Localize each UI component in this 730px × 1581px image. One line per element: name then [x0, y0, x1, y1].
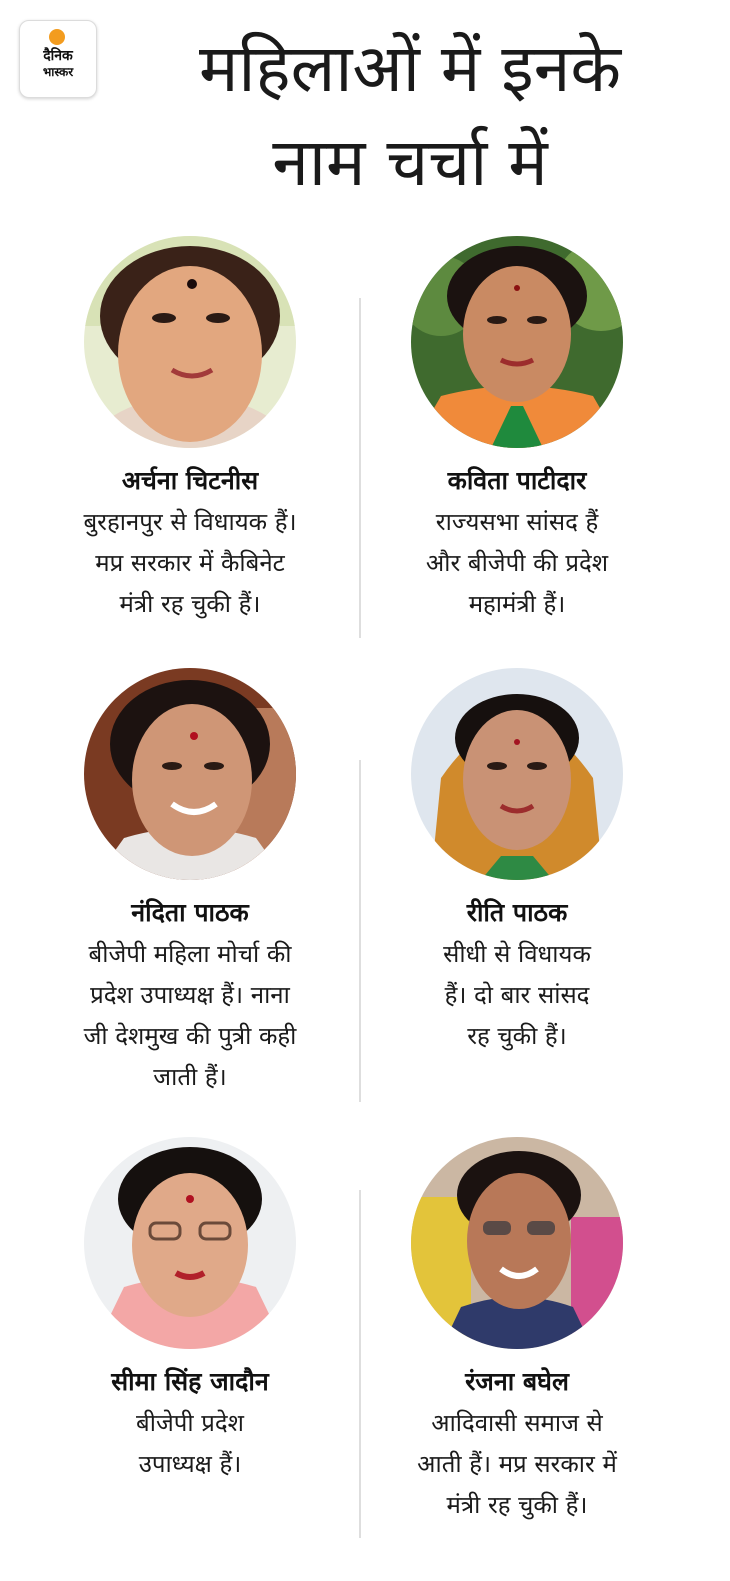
profile-card [30, 668, 350, 1098]
profile-card [357, 236, 677, 625]
profile-card [357, 668, 677, 1057]
page-title [110, 22, 710, 210]
person-description: बीजेपी प्रदेश उपाध्यक्ष हैं। [136, 1409, 244, 1478]
portrait-photo [411, 1137, 623, 1349]
person-name: रंजना बघेल [465, 1367, 569, 1396]
portrait-photo [411, 236, 623, 448]
profile-card [30, 1137, 350, 1485]
page-title-line-1: महिलाओं में इनके [198, 30, 622, 107]
person-description: बुरहानपुर से विधायक हैं। मप्र सरकार में कैबिनेट मंत्री रह चुकी हैं। [83, 508, 297, 618]
person-description: आदिवासी समाज से आती हैं। मप्र सरकार में मंत्री रह चुकी हैं। [417, 1409, 617, 1519]
person-name: सीमा सिंह जादौन [111, 1367, 269, 1396]
portrait-photo [84, 1137, 296, 1349]
profile-card [357, 1137, 677, 1526]
person-name: नंदिता पाठक [131, 898, 249, 927]
sun-dot-icon [49, 29, 65, 45]
person-name: अर्चना चिटनीस [121, 466, 259, 495]
person-name: कविता पाटीदार [447, 466, 587, 495]
person-name: रीति पाठक [466, 898, 568, 927]
person-description: बीजेपी महिला मोर्चा की प्रदेश उपाध्यक्ष हैं। नाना जी देशमुख की पुत्री कही जाती हैं। [83, 940, 297, 1091]
profile-card [30, 236, 350, 625]
portrait-photo [84, 236, 296, 448]
person-description: राज्यसभा सांसद हैं और बीजेपी की प्रदेश महामंत्री हैं। [425, 508, 609, 618]
page-title-line-2: नाम चर्चा में [272, 124, 548, 201]
person-description: सीधी से विधायक हैं। दो बार सांसद रह चुकी हैं। [443, 940, 591, 1050]
portrait-photo [84, 668, 296, 880]
portrait-photo [411, 668, 623, 880]
logo-line-2: भास्कर [42, 65, 74, 79]
dainik-bhaskar-logo [19, 20, 97, 98]
logo-line-1: दैनिक [43, 48, 73, 64]
